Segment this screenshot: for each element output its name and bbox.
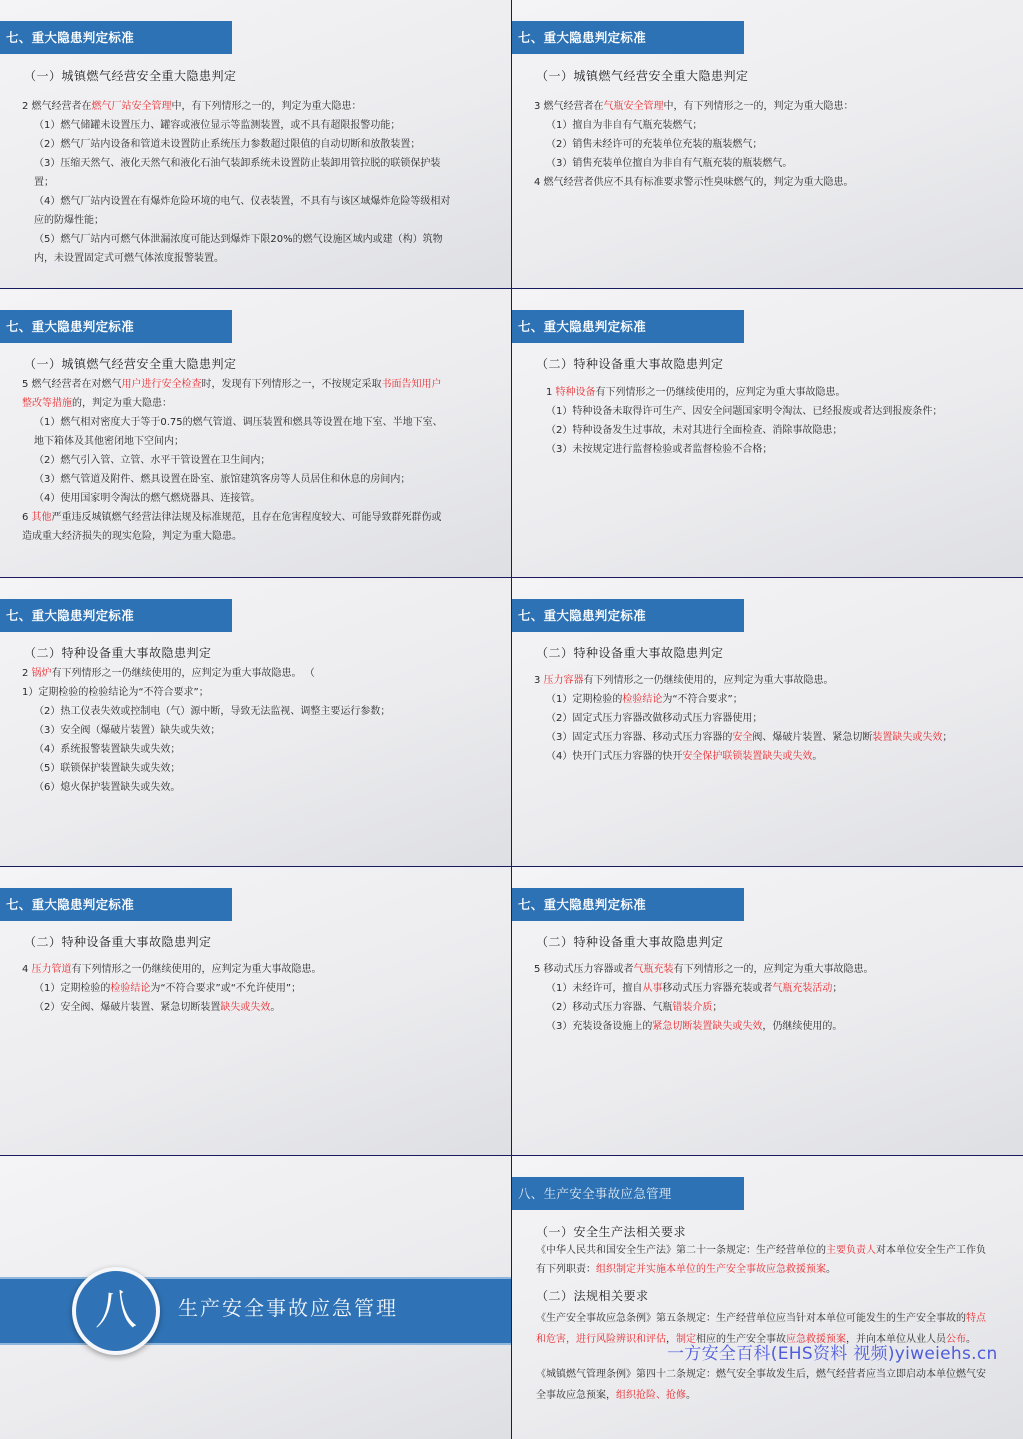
highlight-text: 组织制定并实施本单位的生产安全事故应急救援预案 — [596, 1264, 826, 1275]
text-segment: （6）熄火保护装置缺失或失效。 — [34, 782, 181, 793]
text-line — [22, 740, 451, 759]
highlight-text: 用户进行安全检查 — [121, 379, 202, 390]
text-segment: （2）移动式压力容器、气瓶 — [546, 1002, 673, 1013]
text-line — [534, 979, 964, 998]
highlight-text: 从事 — [642, 983, 663, 994]
text-segment: 中，有下列情形之一的，判定为重大隐患： — [171, 101, 362, 112]
text-segment: （2）燃气厂站内设备和管道未设置防止系统压力参数超过限值的自动切断和放散装置； — [34, 139, 421, 150]
text-line — [22, 489, 451, 508]
text-segment: （2）特种设备发生过事故，未对其进行全面检查、消除事故隐患； — [546, 425, 843, 436]
text-line — [22, 664, 451, 683]
slide-body — [534, 671, 964, 766]
text-segment: 有下列情形之一仍继续使用的，应判定为重大事故隐患。 — [595, 387, 846, 398]
text-line — [536, 1364, 994, 1406]
slide-body — [22, 960, 451, 1017]
text-segment: 的，判定为重大隐患： — [72, 398, 172, 409]
text-line — [22, 116, 451, 135]
text-segment: 《城镇燃气管理条例》第四十二条规定：燃气安全事故发生后，燃气经营者应当立即启动本单位燃气安全事故应急预案， — [536, 1369, 986, 1401]
slide-6 — [512, 578, 1023, 866]
section-header: 七、重大隐患判定标准 — [0, 599, 232, 632]
subtitle-1: （一）安全生产法相关要求 — [536, 1225, 687, 1239]
text-segment: 移动式压力容器充装或者 — [662, 983, 773, 994]
text-line — [22, 702, 451, 721]
text-segment: （3）未按规定进行监督检验或者监督检验不合格； — [546, 444, 773, 455]
text-segment: 1 — [546, 387, 556, 398]
text-segment: （4）系统报警装置缺失或失效； — [34, 744, 181, 755]
text-segment: （5）燃气厂站内可燃气体泄漏浓度可能达到爆炸下限20%的燃气设施区域内或建（构）筑物内，未设置固定式可燃气体浓度报警装置。 — [34, 234, 443, 264]
slide-10 — [512, 1156, 1023, 1439]
slide-7 — [0, 867, 511, 1155]
highlight-text: 特点和危害，进行风险辨识和评估 — [536, 1313, 986, 1345]
text-line — [534, 960, 964, 979]
text-segment: 3 — [534, 675, 544, 686]
slide-body — [534, 383, 964, 459]
highlight-text: 安全保护联锁装置缺失或失效 — [682, 751, 813, 762]
text-line — [22, 998, 451, 1017]
highlight-text: 气瓶安全管理 — [603, 101, 664, 112]
text-line — [22, 413, 451, 451]
highlight-text: 气瓶充装活动 — [772, 983, 833, 994]
text-segment: 时，发现有下列情形之一，不按规定采取 — [201, 379, 382, 390]
text-segment: （2）销售未经许可的充装单位充装的瓶装燃气； — [546, 139, 763, 150]
text-line — [22, 470, 451, 489]
text-segment: （5）联锁保护装置缺失或失效； — [34, 763, 181, 774]
highlight-text: 其他 — [31, 512, 52, 523]
subtitle: （一）城镇燃气经营安全重大隐患判定 — [536, 69, 749, 83]
section-header: 七、重大隐患判定标准 — [512, 310, 744, 343]
section-title: 生产安全事故应急管理 — [178, 1296, 398, 1320]
highlight-text: 燃气厂站安全管理 — [91, 101, 172, 112]
highlight-text: 制定 — [676, 1334, 696, 1345]
section-header: 七、重大隐患判定标准 — [0, 21, 232, 54]
section-header: 七、重大隐患判定标准 — [512, 599, 744, 632]
text-line — [22, 375, 451, 413]
highlight-text: 主要负责人 — [826, 1245, 876, 1256]
highlight-text: 压力容器 — [543, 675, 584, 686]
text-line — [534, 440, 964, 459]
slide-body-1 — [536, 1241, 988, 1279]
highlight-text: 缺失或失效 — [220, 1002, 271, 1013]
text-line — [534, 747, 964, 766]
text-segment: 5 燃气经营者在对燃气 — [22, 379, 122, 390]
subtitle: （二）特种设备重大事故隐患判定 — [24, 935, 212, 949]
text-segment: 《中华人民共和国安全生产法》第二十一条规定：生产经营单位的 — [536, 1245, 826, 1256]
highlight-text: 错装介质 — [672, 1002, 713, 1013]
subtitle-2: （二）法规相关要求 — [536, 1289, 649, 1303]
highlight-text: 书面告知用户整改等措施 — [22, 379, 442, 409]
highlight-text: 应急救援预案 — [786, 1334, 846, 1345]
slide-3 — [0, 289, 511, 577]
text-segment: 阀、爆破片装置、紧急切断 — [752, 732, 873, 743]
text-segment: 4 — [22, 964, 32, 975]
text-segment: 为“不符合要求”； — [662, 694, 743, 705]
text-segment: ； — [942, 732, 953, 743]
text-line — [22, 508, 451, 546]
text-segment: 严重违反城镇燃气经营法律法规及标准规范，且存在危害程度较大、可能导致群死群伤或造成重大经济损失的现实危险，判定为重大隐患。 — [22, 512, 442, 542]
text-segment: 2 燃气经营者在 — [22, 101, 92, 112]
text-line — [22, 759, 451, 778]
section-header: 七、重大隐患判定标准 — [0, 310, 232, 343]
text-segment: 3 燃气经营者在 — [534, 101, 604, 112]
subtitle: （二）特种设备重大事故隐患判定 — [24, 646, 212, 660]
text-segment: （1）未经许可，擅自 — [546, 983, 643, 994]
highlight-text: 锅炉 — [31, 668, 52, 679]
text-line — [534, 116, 964, 135]
subtitle: （二）特种设备重大事故隐患判定 — [536, 357, 724, 371]
text-segment: 。 — [686, 1390, 696, 1401]
text-line — [534, 728, 964, 747]
text-segment: （1）燃气相对密度大于等于0.75的燃气管道、调压装置和燃具等设置在地下室、半地下室、地下箱体及其他密闭地下空间内； — [34, 417, 443, 447]
text-segment: 《生产安全事故应急条例》第五条规定：生产经营单位应当针对本单位可能发生的生产安全事故的 — [536, 1313, 966, 1324]
text-segment: ， — [666, 1334, 676, 1345]
text-segment: 中，有下列情形之一的，判定为重大隐患： — [663, 101, 854, 112]
section-header: 七、重大隐患判定标准 — [512, 888, 744, 921]
text-segment: （3）燃气管道及附件、燃具设置在卧室、旅馆建筑客房等人员居住和休息的房间内； — [34, 474, 411, 485]
slide-body — [22, 664, 451, 797]
text-line — [22, 683, 451, 702]
text-line — [22, 154, 451, 192]
text-segment: ，并向本单位从业人员 — [846, 1334, 946, 1345]
text-segment: ，仍继续使用的。 — [762, 1021, 843, 1032]
text-segment: （1）定期检验的 — [34, 983, 111, 994]
text-segment: 2 — [22, 668, 32, 679]
text-segment: （3）压缩天然气、液化天然气和液化石油气装卸系统未设置防止装卸用管拉脱的联锁保护装置； — [34, 158, 441, 188]
text-line — [22, 192, 451, 230]
text-segment: （4）使用国家明令淘汰的燃气燃烧器具、连接管。 — [34, 493, 261, 504]
highlight-text: 公布 — [946, 1334, 966, 1345]
subtitle: （一）城镇燃气经营安全重大隐患判定 — [24, 69, 237, 83]
text-line — [22, 230, 451, 268]
text-line — [22, 97, 451, 116]
slide-9-section-divider — [0, 1156, 511, 1439]
text-segment: 。 — [270, 1002, 281, 1013]
text-segment: 1）定期检验的检验结论为“不符合要求”； — [22, 687, 209, 698]
text-segment: ； — [712, 1002, 723, 1013]
text-segment: （2）燃气引入管、立管、水平干管设置在卫生间内； — [34, 455, 271, 466]
section-header: 八、生产安全事故应急管理 — [512, 1177, 744, 1210]
text-segment: 有下列情形之一的，应判定为重大事故隐患。 — [673, 964, 874, 975]
text-segment: （1）擅自为非自有气瓶充装燃气； — [546, 120, 703, 131]
text-line — [534, 998, 964, 1017]
text-segment: 。 — [826, 1264, 836, 1275]
subtitle: （一）城镇燃气经营安全重大隐患判定 — [24, 357, 237, 371]
text-segment: （4）燃气厂站内设置在有爆炸危险环境的电气、仪表装置，不具有与该区域爆炸危险等级相对应的防爆性能； — [34, 196, 451, 226]
highlight-text: 特种设备 — [555, 387, 596, 398]
text-segment: （3）充装设备设施上的 — [546, 1021, 653, 1032]
text-line — [534, 135, 964, 154]
highlight-text: 检验结论 — [622, 694, 663, 705]
text-segment: 对本单位安全生产工作负有下列职责： — [536, 1245, 986, 1275]
text-segment: （1）特种设备未取得许可生产、因安全问题国家明令淘汰、已经报废或者达到报废条件； — [546, 406, 943, 417]
text-segment: （3）销售充装单位擅自为非自有气瓶充装的瓶装燃气。 — [546, 158, 793, 169]
text-line — [534, 97, 964, 116]
text-segment: （2）热工仪表失效或控制电（气）源中断，导致无法监视、调整主要运行参数； — [34, 706, 391, 717]
text-line — [534, 709, 964, 728]
text-segment: （4）快开门式压力容器的快开 — [546, 751, 683, 762]
text-line — [536, 1241, 988, 1279]
subtitle: （二）特种设备重大事故隐患判定 — [536, 646, 724, 660]
highlight-text: 紧急切断装置缺失或失效 — [652, 1021, 763, 1032]
text-segment: （3）固定式压力容器、移动式压力容器的 — [546, 732, 733, 743]
highlight-text: 组织抢险、抢修 — [616, 1390, 686, 1401]
text-segment: （1）燃气储罐未设置压力、罐容或液位显示等监测装置，或不具有超限报警功能； — [34, 120, 401, 131]
text-segment: 有下列情形之一仍继续使用的，应判定为重大事故隐患。 （ — [51, 668, 315, 679]
text-segment: （3）安全阀（爆破片装置）缺失或失效； — [34, 725, 221, 736]
slide-5 — [0, 578, 511, 866]
text-line — [534, 154, 964, 173]
slide-8 — [512, 867, 1023, 1155]
subtitle: （二）特种设备重大事故隐患判定 — [536, 935, 724, 949]
watermark: 一方安全百科(EHS资料 视频)yiweiehs.cn — [667, 1344, 998, 1364]
text-segment: 。 — [966, 1334, 976, 1345]
text-segment: 。 — [812, 751, 823, 762]
text-segment: 相应的生产安全事故 — [696, 1334, 786, 1345]
text-segment: 5 移动式压力容器或者 — [534, 964, 634, 975]
text-line — [22, 135, 451, 154]
slide-2 — [512, 0, 1023, 288]
highlight-text: 气瓶充装 — [633, 964, 674, 975]
text-line — [22, 721, 451, 740]
section-header: 七、重大隐患判定标准 — [512, 21, 744, 54]
highlight-text: 安全 — [732, 732, 753, 743]
text-segment: （2）固定式压力容器改做移动式压力容器使用； — [546, 713, 763, 724]
highlight-text: 检验结论 — [110, 983, 151, 994]
text-line — [534, 402, 964, 421]
text-line — [534, 1017, 964, 1036]
text-line — [534, 690, 964, 709]
text-segment: （2）安全阀、爆破片装置、紧急切断装置 — [34, 1002, 221, 1013]
text-line — [22, 960, 451, 979]
text-line — [534, 173, 964, 192]
slide-body — [534, 97, 964, 192]
slide-body — [534, 960, 964, 1036]
text-line — [22, 778, 451, 797]
slide-1 — [0, 0, 511, 288]
highlight-text: 压力管道 — [31, 964, 72, 975]
section-number-badge: 八 — [72, 1267, 160, 1355]
text-segment: 为“不符合要求”或“不允许使用”； — [150, 983, 302, 994]
text-segment: 4 燃气经营者供应不具有标准要求警示性臭味燃气的，判定为重大隐患。 — [534, 177, 854, 188]
text-segment: （1）定期检验的 — [546, 694, 623, 705]
text-segment: 6 — [22, 512, 32, 523]
section-header: 七、重大隐患判定标准 — [0, 888, 232, 921]
text-line — [534, 421, 964, 440]
text-line — [22, 979, 451, 998]
slide-body — [22, 97, 451, 268]
text-line — [22, 451, 451, 470]
text-line — [534, 383, 964, 402]
text-segment: ； — [832, 983, 843, 994]
text-line — [534, 671, 964, 690]
slide-body — [22, 375, 451, 546]
text-segment: 有下列情形之一仍继续使用的，应判定为重大事故隐患。 — [71, 964, 322, 975]
highlight-text: 装置缺失或失效 — [872, 732, 943, 743]
slide-4 — [512, 289, 1023, 577]
text-segment: 有下列情形之一仍继续使用的，应判定为重大事故隐患。 — [583, 675, 834, 686]
